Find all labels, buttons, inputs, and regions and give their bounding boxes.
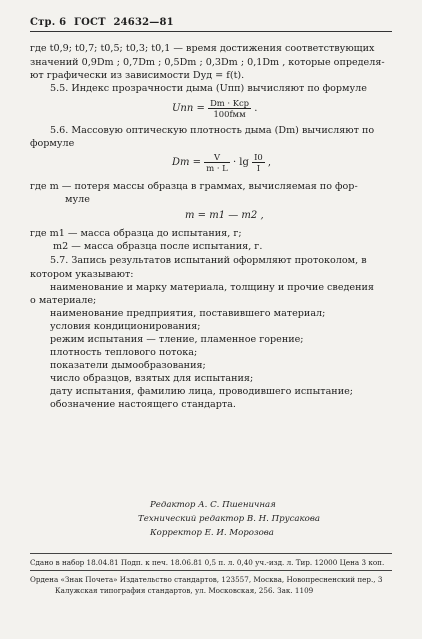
where-m2: m2 — масса образца после испытания, г.	[53, 241, 263, 252]
list-item: дату испытания, фамилию лица, проводившего испытание;	[50, 386, 354, 397]
imprint-line-2: Ордена «Знак Почета» Издательство стандартов, 123557, Москва, Новопресненский пер., 3	[30, 575, 383, 584]
section-5-6-line-2: формуле	[30, 138, 75, 149]
header-rule	[30, 31, 392, 32]
where-m1: где m1 — масса образца до испытания, г;	[30, 228, 242, 239]
list-item: показатели дымообразования;	[50, 360, 206, 371]
formula2-fraction-1	[204, 152, 230, 173]
section-5-7-line-2: котором указывают:	[30, 269, 134, 280]
formula1-fraction	[208, 98, 251, 119]
corrector-credit: Корректор Е. И. Морозова	[150, 528, 274, 538]
section-5-6-line-1: 5.6. Массовую оптическую плотность дыма (Dm) вычисляют по	[50, 125, 375, 136]
formula2-lhs: Dm =	[172, 157, 202, 168]
imprint-rule-middle	[30, 570, 392, 571]
formula1-numerator: Dm · Kср	[210, 98, 250, 108]
formula2-fraction-2	[252, 152, 265, 173]
imprint-line-1: Сдано в набор 18.04.81 Подп. к печ. 18.06.81 0,5 п. л. 0,40 уч.-изд. л. Тир. 12000 Цена 3 коп.	[30, 558, 385, 567]
formula2-numerator-1: V	[204, 152, 230, 163]
list-item: наименование и марку материала, толщину и прочие сведения	[50, 282, 374, 293]
list-item: плотность теплового потока;	[50, 347, 198, 358]
gost-label: ГОСТ	[73, 17, 106, 28]
intro-line-2: значений 0,9Dm ; 0,7Dm ; 0,5Dm ; 0,3Dm ; 0,1Dm , которые определя-	[30, 57, 385, 68]
imprint-rule-top	[30, 553, 392, 554]
list-item: режим испытания — тление, пламенное горение;	[50, 334, 304, 345]
imprint-line-3: Калужская типография стандартов, ул. Московская, 256. Зак. 1109	[55, 586, 314, 595]
where-m-line-2: муле	[65, 194, 90, 205]
formula-mass-loss	[185, 210, 264, 221]
page-header	[30, 17, 178, 28]
formula2-numerator-2: I0	[254, 152, 263, 162]
formula3-text: m = m1 — m2 ,	[185, 210, 264, 221]
editor-credit: Редактор А. С. Пшеничная	[150, 500, 276, 510]
where-m-line-1: где m — потеря массы образца в граммах, вычисляемая по фор-	[30, 181, 358, 192]
formula2-denominator-2: I	[256, 163, 261, 173]
list-item: о материале;	[30, 295, 97, 306]
section-5-5: 5.5. Индекс прозрачности дыма (Uпп) вычисляют по формуле	[50, 83, 367, 94]
tech-editor-credit: Технический редактор В. Н. Прусакова	[138, 514, 320, 524]
formula-transparency-index	[172, 98, 257, 119]
list-item: обозначение настоящего стандарта.	[50, 399, 236, 410]
list-item: число образцов, взятых для испытания;	[50, 373, 254, 384]
formula2-end: ,	[267, 157, 272, 168]
formula2-mid: · lg	[232, 157, 249, 168]
gost-number: 24632—81	[113, 17, 174, 28]
formula1-denominator: 100fмм	[213, 109, 246, 119]
intro-line-1: где t0,9; t0,7; t0,5; t0,3; t0,1 — время достижения соответствующих	[30, 43, 375, 54]
page-number: Стр. 6	[30, 17, 67, 28]
formula1-end: .	[254, 103, 258, 114]
intro-line-3: ют графически из зависимости Dуд = f(t).	[30, 70, 245, 81]
formula1-lhs: Uпп =	[172, 103, 205, 114]
list-item: условия кондиционирования;	[50, 321, 201, 332]
formula-optical-density	[172, 152, 271, 173]
list-item: наименование предприятия, поставившего материал;	[50, 308, 326, 319]
formula2-denominator-1: m · L	[206, 163, 228, 173]
section-5-7-line-1: 5.7. Запись результатов испытаний оформляют протоколом, в	[50, 255, 367, 266]
